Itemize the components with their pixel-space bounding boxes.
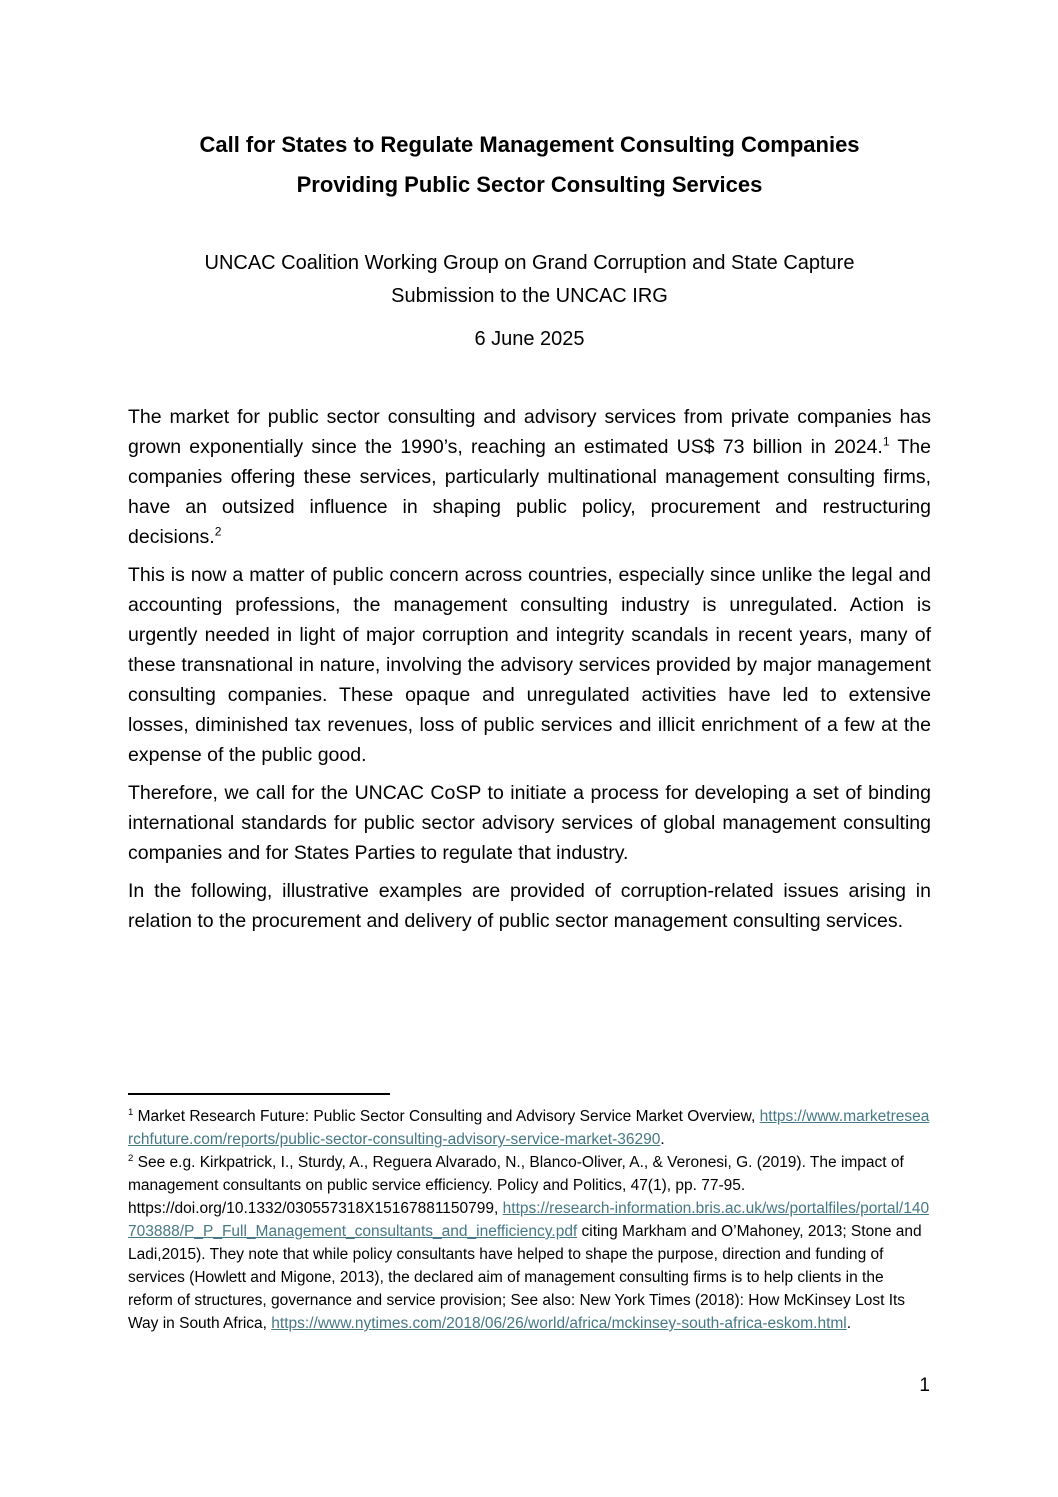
footnote-link[interactable]: https://www.nytimes.com/2018/06/26/world/africa/mckinsey-south-africa-eskom.html <box>271 1315 847 1332</box>
text-run: . <box>660 1131 665 1148</box>
footnotes <box>128 1105 931 1335</box>
footnotes-section <box>128 1093 931 1335</box>
paragraph <box>128 778 931 868</box>
document-subtitle-line-2: Submission to the UNCAC IRG <box>391 285 668 307</box>
document-title <box>128 125 931 205</box>
page-number: 1 <box>919 1375 930 1396</box>
footnote-marker: 2 <box>128 1152 134 1164</box>
paragraph <box>128 560 931 770</box>
footnote-link[interactable]: https://www.marketresearchfuture.com/reports/public-sector-consulting-advisory-service-market-36290 <box>128 1108 930 1148</box>
footnote-link[interactable]: https://research-information.bris.ac.uk/ws/portalfiles/portal/140703888/P_P_Full_Management_consultants_and_inefficiency.pdf <box>128 1200 930 1240</box>
text-run: See e.g. Kirkpatrick, I., Sturdy, A., Reguera Alvarado, N., Blanco-Oliver, A., & Veronesi, G. (2019). The impact of management consultants on public service efficiency. Policy and Politics, 47(1), pp. 77-95. https://doi.org/10.1332/030557318X15167881150799, <box>128 1154 904 1217</box>
footnote-reference: 2 <box>214 524 222 539</box>
text-run: The market for public sector consulting and advisory services from private companies has grown exponentially since the 1990’s, reaching an estimated US$ 73 billion in 2024. <box>128 406 931 458</box>
paragraph <box>128 402 931 552</box>
document-subtitle-line-1: UNCAC Coalition Working Group on Grand Corruption and State Capture <box>204 252 855 274</box>
footnote <box>128 1105 931 1151</box>
paragraph <box>128 876 931 936</box>
body-paragraphs <box>128 402 931 936</box>
document-subtitle <box>128 247 931 313</box>
text-run: . <box>846 1315 852 1332</box>
footnote-separator <box>128 1093 390 1095</box>
document-date: 6 June 2025 <box>474 328 585 350</box>
footnote <box>128 1151 931 1335</box>
footnote-marker: 1 <box>128 1106 134 1118</box>
text-run: This is now a matter of public concern across countries, especially since unlike the legal and accounting professions, the management consulting industry is unregulated. Action is urgently needed in light of major corruption and integrity scandals in recent years, many of these transnational in nature, involving the advisory services provided by major management consulting companies. These opaque and unregulated activities have led to extensive losses, diminished tax revenues, loss of public services and illicit enrichment of a few at the expense of the public good. <box>128 564 931 766</box>
text-run: The companies offering these services, particularly multinational management consulting firms, have an outsized influence in shaping public policy, procurement and restructuring decisions. <box>128 436 931 548</box>
document-title-line-1: Call for States to Regulate Management Consulting Companies <box>199 132 860 157</box>
text-run: Market Research Future: Public Sector Consulting and Advisory Service Market Overview, <box>133 1108 760 1125</box>
document-title-line-2: Providing Public Sector Consulting Services <box>296 172 763 197</box>
text-run: In the following, illustrative examples are provided of corruption-related issues arising in relation to the procurement and delivery of public sector management consulting services. <box>128 880 931 932</box>
document-content <box>128 0 931 944</box>
text-run: citing Markham and O’Mahoney, 2013; Stone and Ladi,2015). They note that while policy consultants have helped to shape the purpose, direction and funding of services (Howlett and Migone, 2013), the declared aim of management consulting firms is to help clients in the reform of structures, governance and service provision; See also: New York Times (2018): How McKinsey Lost Its Way in South Africa, <box>128 1223 922 1332</box>
text-run: Therefore, we call for the UNCAC CoSP to initiate a process for developing a set of binding international standards for public sector advisory services of global management consulting companies and for States Parties to regulate that industry. <box>128 782 931 864</box>
footnote-reference: 1 <box>882 434 890 449</box>
